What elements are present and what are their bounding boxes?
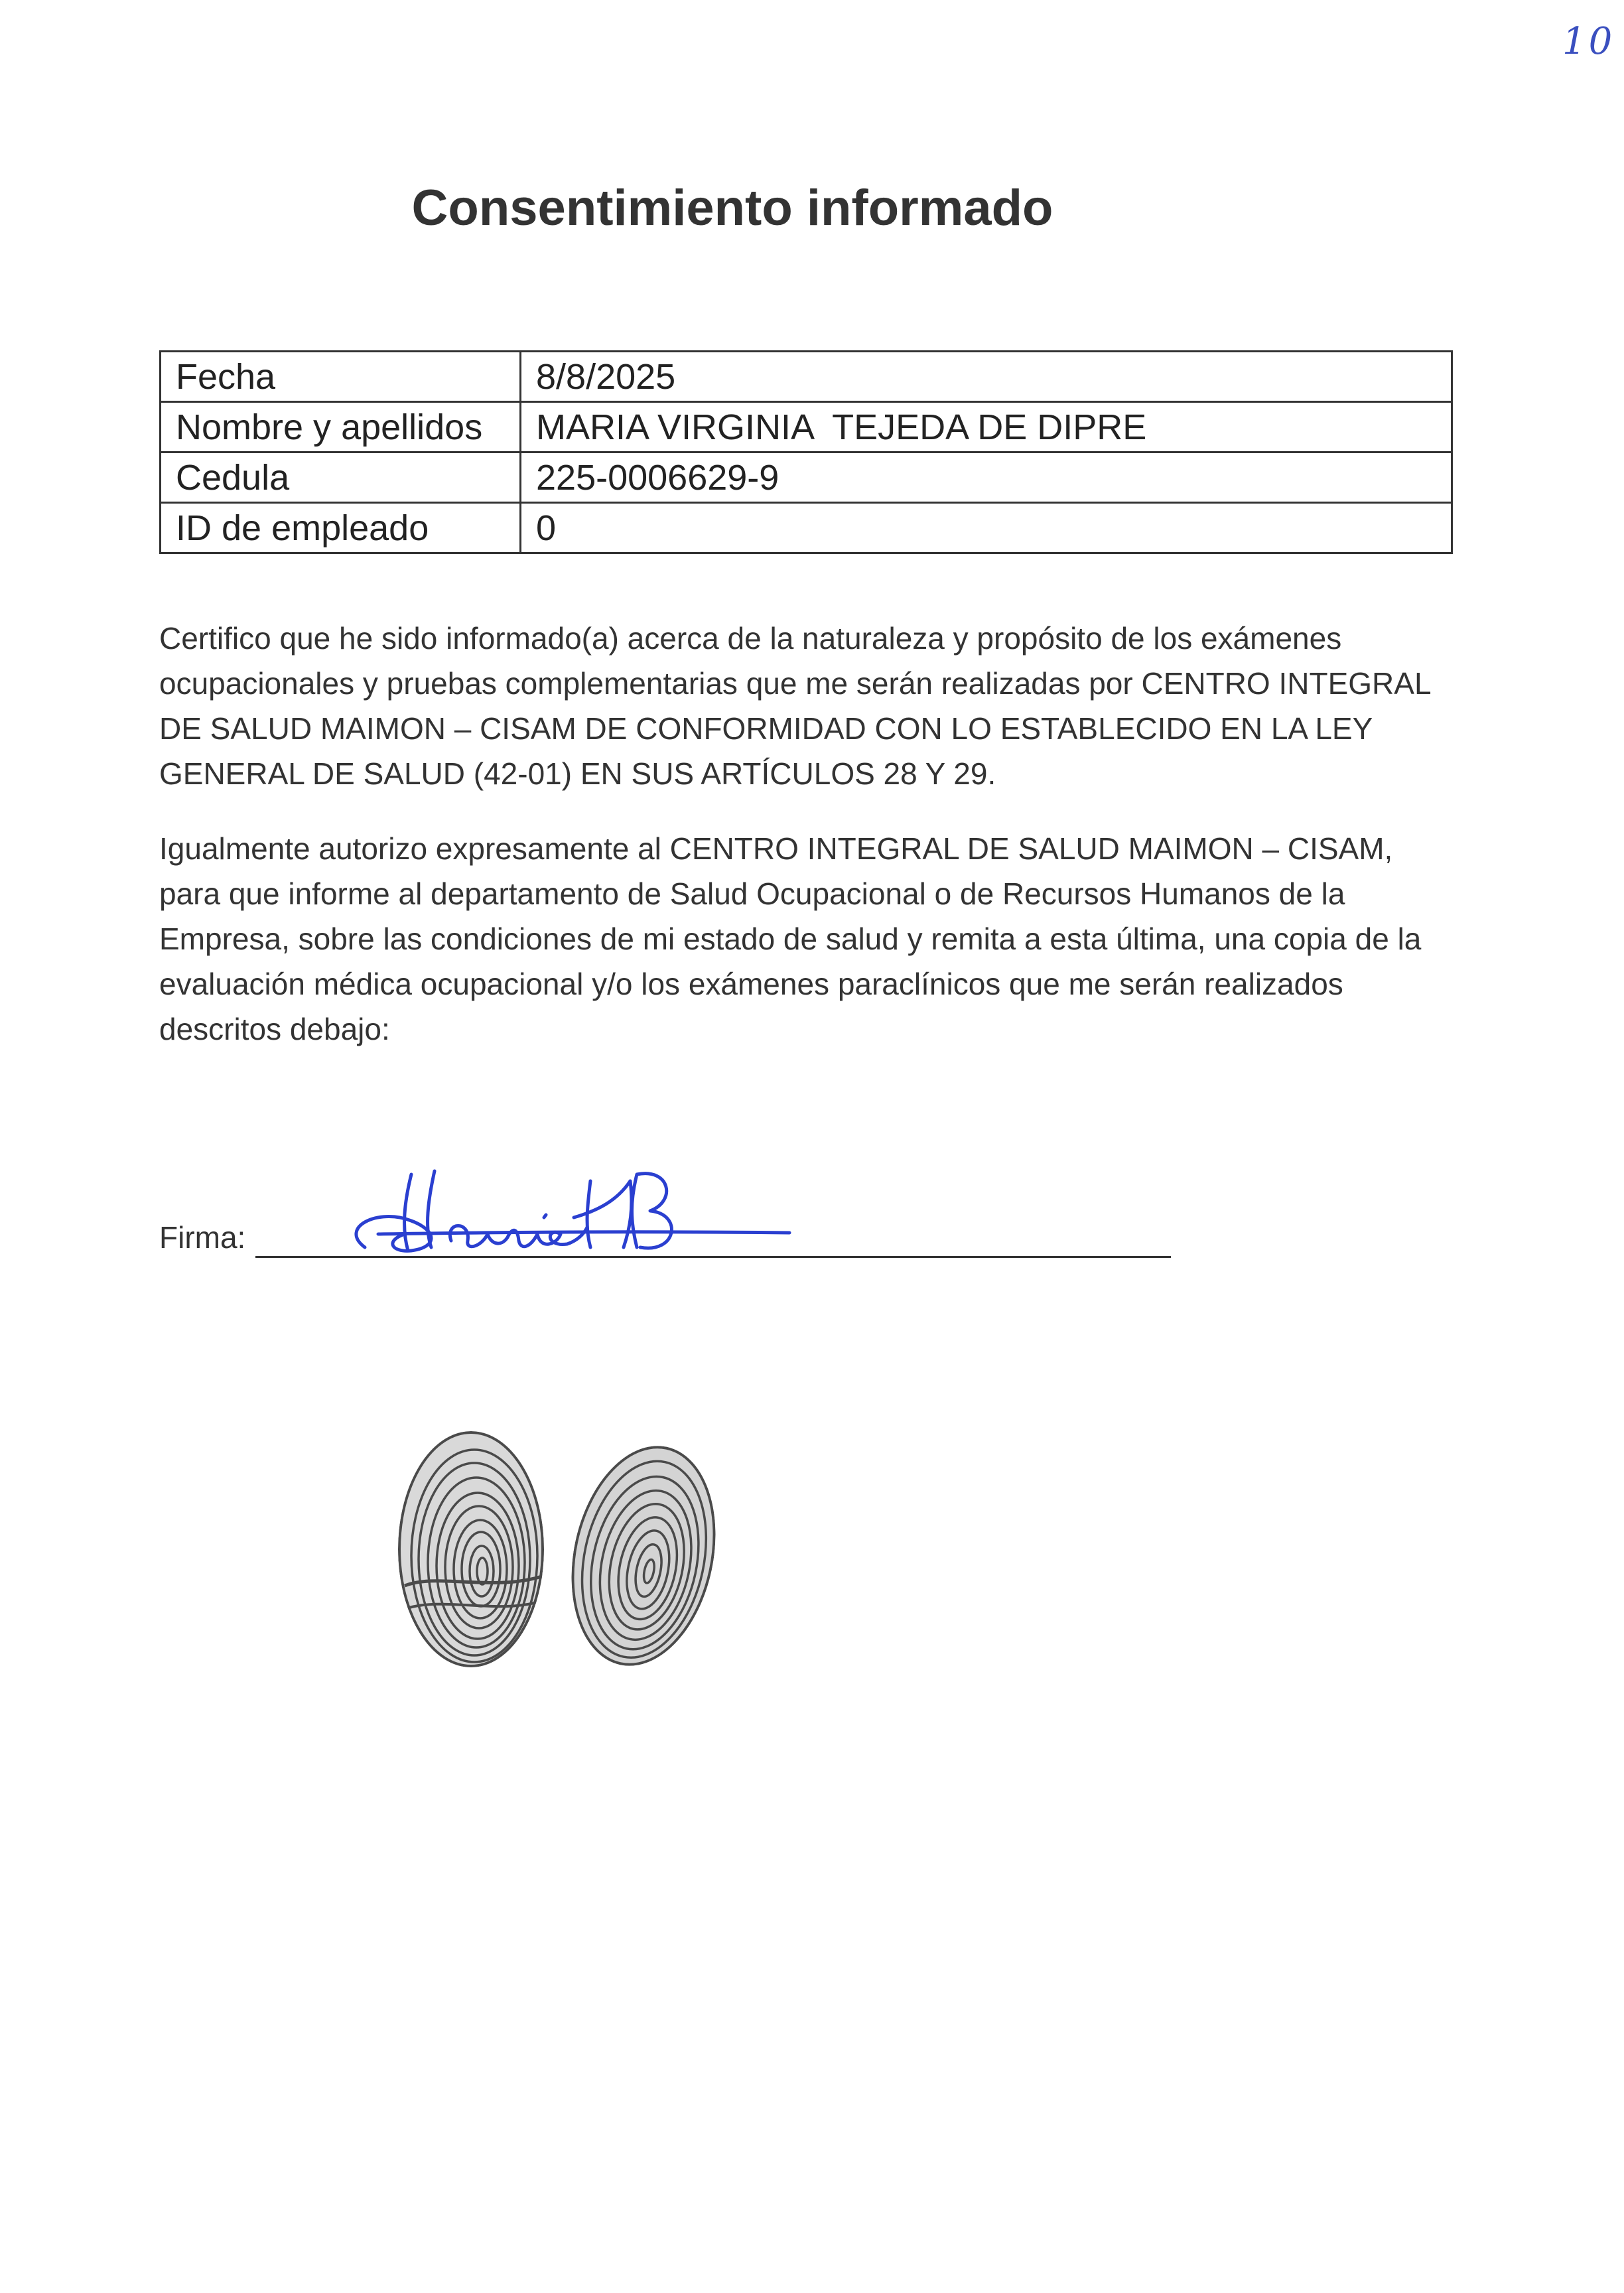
handwritten-signature [338, 1154, 803, 1267]
left-fingerprint [391, 1426, 551, 1672]
signature-label: Firma: [159, 1220, 246, 1255]
id-empleado-value: 0 [521, 503, 1452, 553]
certification-paragraph: Certifico que he sido informado(a) acerca de la naturaleza y propósito de los exámenes ocupacionales y pruebas complementarias que me serán realizadas por CENTRO INTEGRAL DE SALUD MAIMON – CISAM DE CONFORMIDAD CON LO ESTABLECIDO EN LA LEY GENERAL DE SALUD (42-01) EN SUS ARTÍCULOS 28 Y 29. [159, 621, 1430, 791]
fecha-label: Fecha [161, 352, 521, 402]
table-row [161, 402, 1452, 452]
id-empleado-label: ID de empleado [161, 503, 521, 553]
nombre-value: MARIA VIRGINIA TEJEDA DE DIPRE [521, 402, 1452, 452]
right-fingerprint [564, 1440, 723, 1672]
info-table [159, 350, 1453, 554]
table-row [161, 452, 1452, 503]
page-number: 10 [1562, 20, 1615, 63]
authorization-paragraph: Igualmente autorizo expresamente al CENTRO INTEGRAL DE SALUD MAIMON – CISAM, para que informe al departamento de Salud Ocupacional o de Recursos Humanos de la Empresa, sobre las condiciones de mi estado de salud y remita a esta última, una copia de la evaluación médica ocupacional y/o los exámenes paraclínicos que me serán realizados descritos debajo: [159, 831, 1422, 1046]
nombre-label: Nombre y apellidos [161, 402, 521, 452]
fecha-value: 8/8/2025 [521, 352, 1452, 402]
table-row [161, 352, 1452, 402]
page-title: Consentimiento informado [411, 180, 1053, 236]
table-row [161, 503, 1452, 553]
cedula-value: 225-0006629-9 [521, 452, 1452, 503]
cedula-label: Cedula [161, 452, 521, 503]
